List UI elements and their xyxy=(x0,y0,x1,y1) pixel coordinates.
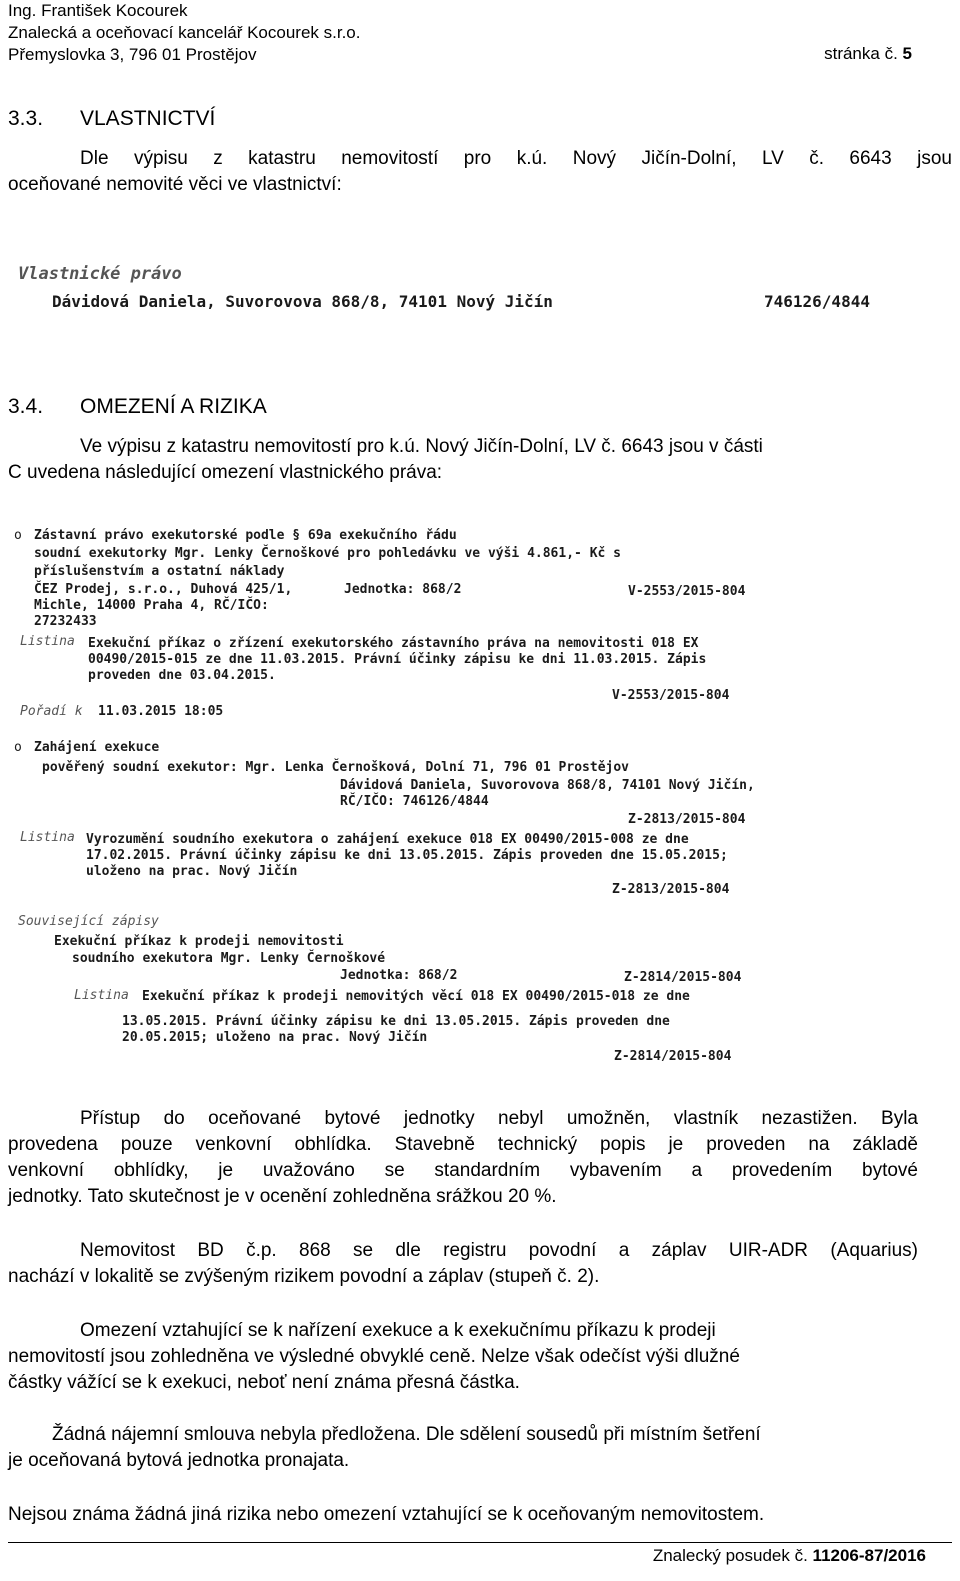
scan-label-related: Související zápisy xyxy=(18,914,159,929)
section-title: OMEZENÍ A RIZIKA xyxy=(80,395,267,418)
para4-line2: je oceňovaná bytová jednotka pronajata. xyxy=(8,1450,350,1471)
bullet-icon: o xyxy=(14,740,22,755)
scan-text: soudního exekutora Mgr. Lenky Černoškové xyxy=(72,951,386,966)
scan-text: Jednotka: 868/2 xyxy=(340,968,458,983)
scan-text: Exekuční příkaz k prodeji nemovitosti xyxy=(54,934,344,949)
scan-text: Z-2814/2015-804 xyxy=(614,1049,732,1064)
header-address: Přemyslovka 3, 796 01 Prostějov xyxy=(8,45,257,64)
page-number-value: 5 xyxy=(902,44,912,63)
scan-text: pověřený soudní exekutor: Mgr. Lenka Černošková, Dolní 71, 796 01 Prostějov xyxy=(42,760,629,775)
scan-text: 11.03.2015 18:05 xyxy=(98,704,224,719)
scan-text: Z-2814/2015-804 xyxy=(624,970,742,985)
scan-text: 20.05.2015; uloženo na prac. Nový Jičín xyxy=(122,1030,428,1045)
scan-label-poradi: Pořadí k xyxy=(20,704,83,719)
para3-line2: nemovitostí jsou zohledněna ve výsledné obvyklé ceně. Nelze však odečíst výši dlužné xyxy=(8,1346,740,1367)
scan-text: Jednotka: 868/2 xyxy=(344,582,462,597)
scan-text: 27232433 xyxy=(34,614,97,629)
scan-label-listina: Listina xyxy=(20,634,75,649)
restrictions-intro-line1: Ve výpisu z katastru nemovitostí pro k.ú. Nový Jičín-Dolní, LV č. 6643 jsou v části xyxy=(80,436,763,457)
ownership-intro-line2: oceňované nemovité věci ve vlastnictví: xyxy=(8,174,342,195)
section-number: 3.4. xyxy=(8,395,44,418)
footer xyxy=(653,1546,926,1566)
para5-line1: Nejsou známa žádná jiná rizika nebo omezení vztahující se k oceňovaným nemovitostem. xyxy=(8,1504,765,1525)
para1-line3: venkovní obhlídky, je uvažováno se standardním vybavením a provedením bytové xyxy=(8,1160,918,1181)
scan-text: V-2553/2015-804 xyxy=(612,688,730,703)
page-number xyxy=(824,44,912,64)
footer-divider xyxy=(8,1542,952,1543)
ownership-scan-heading: Vlastnické právo xyxy=(18,264,182,284)
para1-line2: provedena pouze venkovní obhlídka. Stavebně technický popis je proveden na základě xyxy=(8,1134,918,1155)
scan-text: Z-2813/2015-804 xyxy=(612,882,730,897)
scan-text: Zástavní právo exekutorské podle § 69a exekučního řádu xyxy=(34,528,457,543)
ownership-intro-line1: Dle výpisu z katastru nemovitostí pro k.ú. Nový Jičín-Dolní, LV č. 6643 jsou xyxy=(80,148,952,169)
para2-line2: nachází v lokalitě se zvýšeným rizikem povodní a záplav (stupeň č. 2). xyxy=(8,1266,600,1287)
scan-text: Z-2813/2015-804 xyxy=(628,812,746,827)
scan-text: proveden dne 03.04.2015. xyxy=(88,668,276,683)
para4-line1: Žádná nájemní smlouva nebyla předložena. Dle sdělení sousedů při místním šetření xyxy=(52,1424,761,1445)
header-company: Znalecká a oceňovací kancelář Kocourek s.r.o. xyxy=(8,23,361,42)
ownership-scan-owner: Dávidová Daniela, Suvorovova 868/8, 74101 Nový Jičín xyxy=(52,292,553,311)
para1-line1: Přístup do oceňované bytové jednotky nebyl umožněn, vlastník nezastižen. Byla xyxy=(80,1108,918,1129)
section-number: 3.3. xyxy=(8,107,44,130)
scan-label-listina: Listina xyxy=(74,988,129,1003)
scan-text: uloženo na prac. Nový Jičín xyxy=(86,864,298,879)
scan-text: Michle, 14000 Praha 4, RČ/IČO: xyxy=(34,598,269,613)
section-heading-restrictions xyxy=(8,394,267,420)
section-title: VLASTNICTVÍ xyxy=(80,107,216,130)
scan-text: RČ/IČO: 746126/4844 xyxy=(340,794,489,809)
scan-text: ČEZ Prodej, s.r.o., Duhová 425/1, xyxy=(34,582,293,597)
para3-line1: Omezení vztahující se k nařízení exekuce a k exekučnímu příkazu k prodeji xyxy=(80,1320,716,1341)
scan-text: příslušenstvím a ostatní náklady xyxy=(34,564,285,579)
section-heading-ownership xyxy=(8,106,215,132)
scan-text: 00490/2015-015 ze dne 11.03.2015. Právní účinky zápisu ke dni 11.03.2015. Zápis xyxy=(88,652,707,667)
footer-label: Znalecký posudek č. xyxy=(652,1546,808,1565)
bullet-icon: o xyxy=(14,528,22,543)
para1-line4: jednotky. Tato skutečnost je v ocenění zohledněna srážkou 20 %. xyxy=(8,1186,557,1207)
scan-label-listina: Listina xyxy=(20,830,75,845)
scan-text: Dávidová Daniela, Suvorovova 868/8, 74101 Nový Jičín, xyxy=(340,778,755,793)
page-label: stránka č. xyxy=(824,44,898,63)
scan-text: Zahájení exekuce xyxy=(34,740,160,755)
scan-text: Vyrozumění soudního exekutora o zahájení exekuce 018 EX 00490/2015-008 ze dne xyxy=(86,832,689,847)
header-author: Ing. František Kocourek xyxy=(8,1,188,20)
scan-text: 17.02.2015. Právní účinky zápisu ke dni 13.05.2015. Zápis proveden dne 15.05.2015; xyxy=(86,848,728,863)
restrictions-intro-line2: C uvedena následující omezení vlastnického práva: xyxy=(8,462,443,483)
scan-text: Exekuční příkaz k prodeji nemovitých věcí 018 EX 00490/2015-018 ze dne xyxy=(142,989,690,1004)
scan-text: 13.05.2015. Právní účinky zápisu ke dni 13.05.2015. Zápis proveden dne xyxy=(122,1014,670,1029)
scan-text: V-2553/2015-804 xyxy=(628,584,746,599)
para2-line1: Nemovitost BD č.p. 868 se dle registru povodní a záplav UIR-ADR (Aquarius) xyxy=(80,1240,918,1261)
scan-text: soudní exekutorky Mgr. Lenky Černoškové pro pohledávku ve výši 4.861,- Kč s xyxy=(34,546,621,561)
scan-text: Exekuční příkaz o zřízení exekutorského zástavního práva na nemovitosti 018 EX xyxy=(88,636,699,651)
ownership-scan-id: 746126/4844 xyxy=(764,292,870,311)
para3-line3: částky vážící se k exekuci, neboť není známa přesná částka. xyxy=(8,1372,520,1393)
footer-number: 11206-87/2016 xyxy=(812,1546,926,1565)
